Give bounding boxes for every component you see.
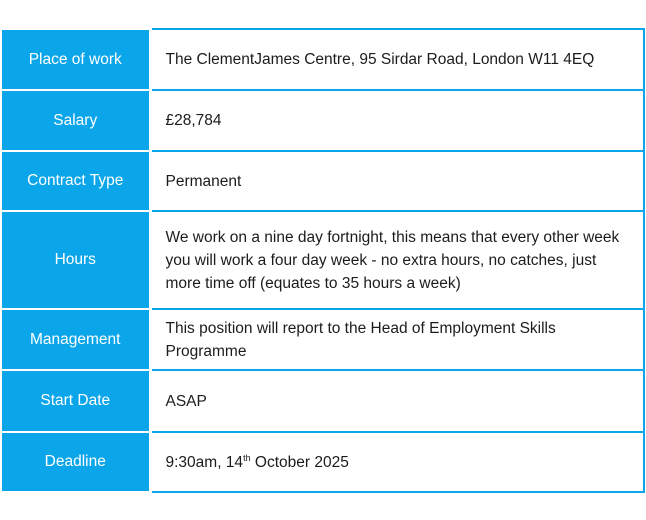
row-value-start-date: ASAP	[150, 370, 644, 432]
table-row	[2, 309, 644, 370]
table-row	[2, 90, 644, 151]
row-label-start-date: Start Date	[2, 370, 150, 432]
deadline-month-year: October 2025	[250, 453, 349, 471]
row-value-management: This position will report to the Head of Employment Skills Programme	[150, 309, 644, 370]
row-label-management: Management	[2, 309, 150, 370]
row-label-place-of-work: Place of work	[2, 29, 150, 90]
row-value-contract-type: Permanent	[150, 151, 644, 211]
row-label-contract-type: Contract Type	[2, 151, 150, 211]
deadline-time-day: 9:30am, 14	[165, 453, 244, 471]
row-value-deadline	[150, 432, 644, 492]
table-row	[2, 151, 644, 211]
row-label-salary: Salary	[2, 90, 150, 151]
row-value-salary: £28,784	[150, 90, 644, 151]
row-value-hours: We work on a nine day fortnight, this means that every other week you will work a four day week - no extra hours, no catches, just more time off (equates to 35 hours a week)	[150, 211, 644, 309]
table-row	[2, 370, 644, 432]
row-label-hours: Hours	[2, 211, 150, 309]
table-row	[2, 211, 644, 309]
table-row	[2, 29, 644, 90]
row-value-place-of-work: The ClementJames Centre, 95 Sirdar Road, London W11 4EQ	[150, 29, 644, 90]
job-details-table	[2, 28, 645, 493]
table-row	[2, 432, 644, 492]
row-label-deadline: Deadline	[2, 432, 150, 492]
deadline-ordinal-suffix: th	[243, 452, 251, 463]
